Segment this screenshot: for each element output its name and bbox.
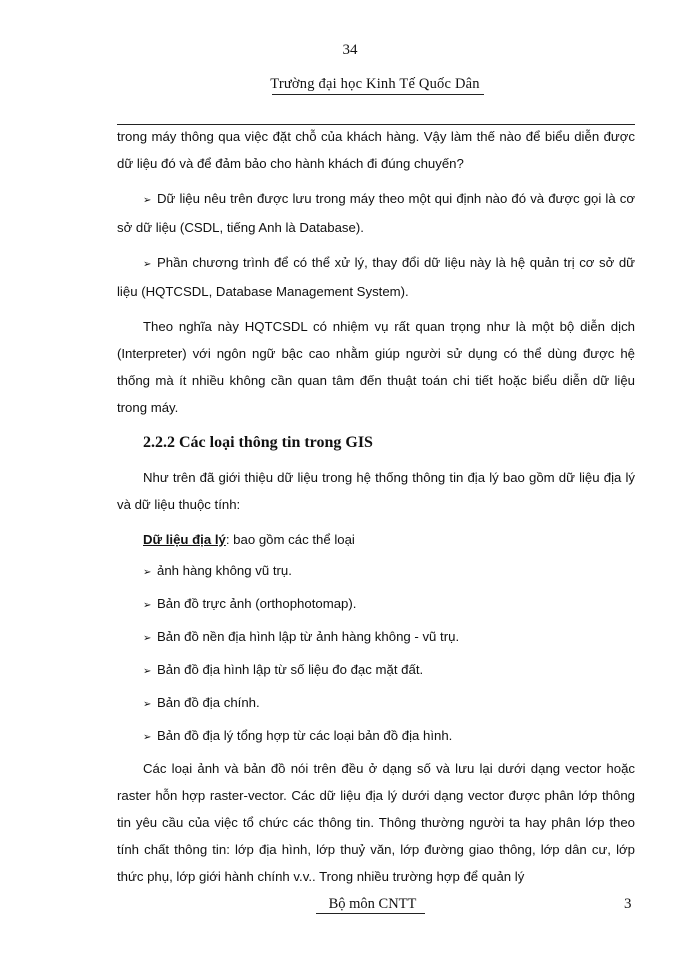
geo-data-label: Dữ liệu địa lý [143, 532, 226, 547]
list-item-text: Bản đồ địa lý tổng hợp từ các loại bản đồ địa hình. [157, 728, 453, 743]
bullet-paragraph-hqtcsdl [117, 249, 635, 305]
arrow-bullet-icon: ➢ [143, 699, 152, 710]
list-item-text: Bản đồ địa hình lập từ số liệu đo đạc mặt đất. [157, 662, 424, 677]
list-item-text: ảnh hàng không vũ trụ. [157, 563, 292, 578]
arrow-bullet-icon: ➢ [143, 195, 152, 206]
footer-underline [316, 913, 425, 914]
list-item-text: Bản đồ nền địa hình lập từ ảnh hàng không - vũ trụ. [157, 629, 460, 644]
footer-department: Bộ môn CNTT [328, 896, 417, 912]
list-item [143, 656, 635, 685]
arrow-bullet-icon: ➢ [143, 666, 152, 677]
list-item [143, 590, 635, 619]
list-item-text: Bản đồ địa chính. [157, 695, 260, 710]
arrow-bullet-icon: ➢ [143, 567, 152, 578]
paragraph-gis-data: Như trên đã giới thiệu dữ liệu trong hệ thống thông tin địa lý bao gồm dữ liệu địa lý và dữ liệu thuộc tính: [117, 470, 635, 512]
school-name: Trường đại học Kinh Tế Quốc Dân [270, 76, 480, 92]
footer-page-number: 3 [624, 896, 632, 912]
document-body [117, 123, 635, 898]
paragraph-intro: trong máy thông qua việc đặt chỗ của khách hàng. Vậy làm thế nào để biểu diễn được dữ liệu đó và để đảm bảo cho hành khách đi đúng chuyến? [117, 129, 635, 171]
bullet-text: Dữ liệu nêu trên được lưu trong máy theo một qui định nào đó và được gọi là cơ sở dữ liệu (CSDL, tiếng Anh là Database). [117, 191, 635, 235]
arrow-bullet-icon: ➢ [143, 732, 152, 743]
list-item [143, 689, 635, 718]
school-underline [272, 94, 484, 95]
paragraph-image-map-formats: Các loại ảnh và bản đồ nói trên đều ở dạng số và lưu lại dưới dạng vector hoặc raster hỗn hợp raster-vector. Các dữ liệu địa lý dưới dạng vector được phân lớp thông tin yêu cầu của việc tổ chức các thông tin. Thông thường người ta hay phân lớp theo tính chất thông tin: lớp địa hình, lớp thuỷ văn, lớp đường giao thông, lớp dân cư, lớp thức phụ, lớp giới hành chính v.v.. Trong nhiều trường hợp để quản lý [117, 761, 635, 884]
geo-data-intro [143, 526, 635, 553]
page-number-top: 34 [342, 42, 358, 58]
bullet-paragraph-csdl [117, 185, 635, 241]
list-item [143, 623, 635, 652]
arrow-bullet-icon: ➢ [143, 259, 152, 270]
bullet-text: Phần chương trình để có thể xử lý, thay đổi dữ liệu này là hệ quản trị cơ sở dữ liệu (HQTCSDL, Database Management System). [117, 255, 635, 299]
list-item [143, 722, 635, 751]
list-item-text: Bản đồ trực ảnh (orthophotomap). [157, 596, 357, 611]
paragraph-hqtcsdl-role: Theo nghĩa này HQTCSDL có nhiệm vụ rất quan trọng như là một bộ diễn dịch (Interpreter) với ngôn ngữ bậc cao nhằm giúp người sử dụng có thể dùng được hệ thống mà ít nhiều không cần quan tâm đến thuật toán chi tiết hoặc biểu diễn dữ liệu trong máy. [117, 319, 635, 415]
arrow-bullet-icon: ➢ [143, 633, 152, 644]
section-heading: 2.2.2 Các loại thông tin trong GIS [143, 434, 373, 451]
geo-data-suffix: : bao gồm các thể loại [225, 532, 355, 547]
arrow-bullet-icon: ➢ [143, 600, 152, 611]
list-item [143, 557, 635, 586]
